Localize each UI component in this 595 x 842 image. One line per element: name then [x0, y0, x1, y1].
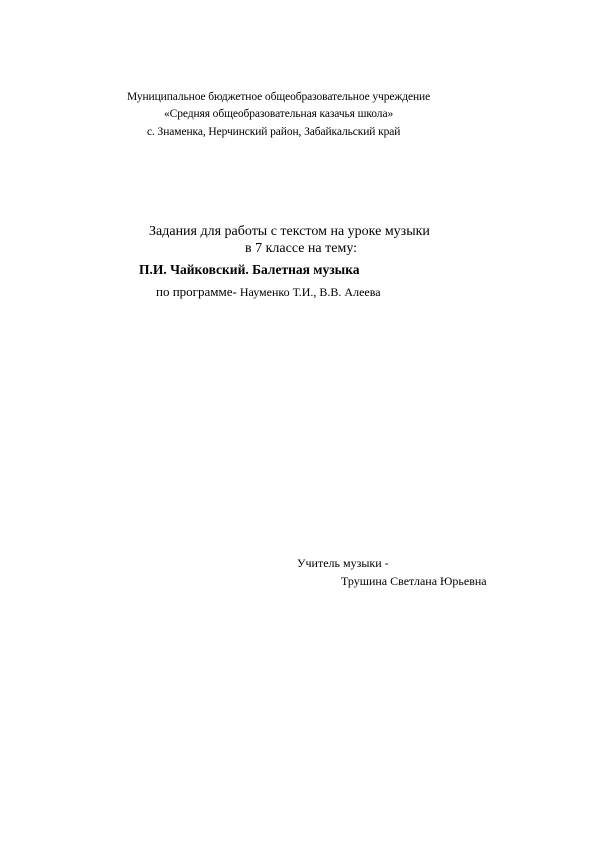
lesson-topic: П.И. Чайковский. Балетная музыка: [139, 262, 360, 277]
author-role: Учитель музыки -: [297, 556, 389, 570]
program-prefix: по программе-: [156, 284, 237, 299]
program-line: [156, 284, 381, 300]
school-location: с. Знаменка, Нерчинский район, Забайкальский край: [147, 126, 401, 138]
author-name: Трушина Светлана Юрьевна: [341, 574, 487, 588]
program-authors: Науменко Т.И., В.В. Алеева: [236, 285, 381, 299]
institution-name: Муниципальное бюджетное общеобразовательное учреждение: [127, 91, 431, 103]
document-title: Задания для работы с текстом на уроке музыки: [149, 224, 430, 239]
document-grade: в 7 классе на тему:: [245, 241, 358, 256]
school-name: «Средняя общеобразовательная казачья школа»: [164, 108, 394, 120]
